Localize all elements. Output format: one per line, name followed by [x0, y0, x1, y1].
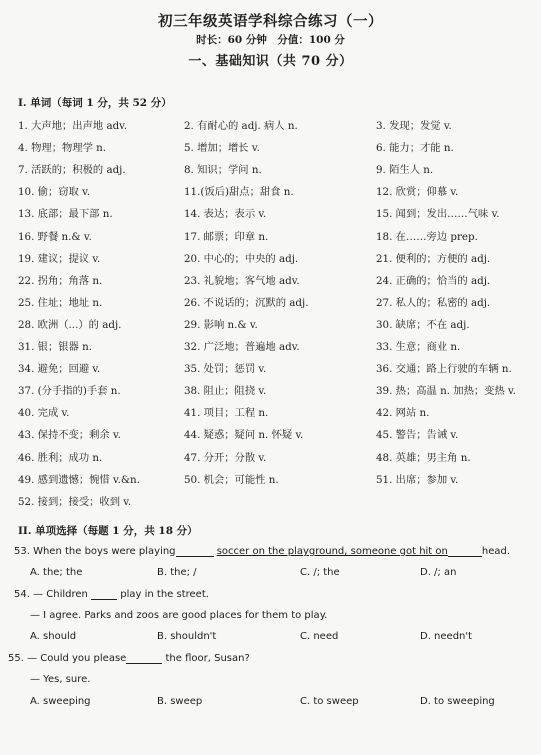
q53-blank-2	[448, 556, 482, 557]
q55-option-a: A. sweeping	[30, 696, 91, 707]
q53-text-a: 53. When the boys were playing	[14, 546, 176, 557]
vocab-item: 27. 私人的；私密的 adj.	[376, 296, 491, 309]
q54-option-a: A. should	[30, 631, 77, 642]
vocab-item: 37. (分手指的)手套 n.	[18, 385, 121, 398]
vocab-item: 11.(饭后)甜点；甜食 n.	[184, 186, 294, 199]
vocab-item: 43. 保持不变；剩余 v.	[18, 429, 121, 442]
vocab-item: 36. 交通；路上行驶的车辆 n.	[376, 363, 512, 376]
q53-option-b: B. the; /	[157, 567, 197, 578]
q54-text-a: 54. — Children	[14, 589, 88, 600]
vocab-item: 6. 能力；才能 n.	[376, 142, 454, 155]
vocab-item: 16. 野餐 n.& v.	[18, 230, 92, 243]
q55-reply: — Yes, sure.	[30, 674, 91, 685]
q54-reply: — I agree. Parks and zoos are good places for them to play.	[30, 610, 328, 621]
vocab-item: 48. 英雄；男主角 n.	[376, 451, 471, 464]
vocab-item: 22. 拐角；角落 n.	[18, 274, 103, 287]
vocab-item: 5. 增加；增长 v.	[184, 142, 260, 155]
vocab-item: 32. 广泛地；普遍地 adv.	[184, 341, 300, 353]
vocab-item: 44. 疑惑；疑问 n. 怀疑 v.	[184, 429, 304, 442]
vocab-item: 19. 建议；提议 v.	[18, 252, 101, 265]
vocab-item: 52. 接到；接受；收到 v.	[18, 495, 132, 508]
q54-option-d: D. needn't	[420, 631, 473, 642]
q55-text-a: 55. — Could you please	[8, 653, 127, 664]
vocab-item: 1. 大声地；出声地 adv.	[18, 120, 128, 132]
q55-option-c: C. to sweep	[300, 696, 359, 707]
q54-option-c: C. need	[300, 631, 339, 642]
vocab-item: 31. 银；银器 n.	[18, 341, 93, 353]
vocab-item: 39. 热；高温 n. 加热；变热 v.	[376, 385, 516, 398]
q55-option-b: B. sweep	[157, 696, 203, 707]
question-53	[14, 546, 510, 557]
q55-text-b: the floor, Susan?	[165, 653, 250, 664]
vocab-item: 23. 礼貌地；客气地 adv.	[184, 274, 300, 287]
q53-text-b: soccer on the playground, someone got hit on	[216, 546, 448, 557]
vocab-item: 46. 胜利；成功 n.	[18, 451, 103, 464]
vocab-item: 35. 处罚；惩罚 v.	[184, 363, 267, 376]
q53-option-a: A. the; the	[30, 567, 83, 578]
vocab-item: 42. 网站 n.	[376, 407, 430, 420]
vocab-item: 7. 活跃的；积极的 adj.	[18, 164, 126, 177]
q53-option-d: D. /; an	[420, 567, 457, 578]
vocab-item: 25. 住址；地址 n.	[18, 296, 103, 309]
section-heading: 一、基础知识（共 70 分）	[188, 54, 353, 69]
vocab-item: 34. 避免；回避 v.	[18, 363, 101, 376]
vocab-item: 20. 中心的；中央的 adj.	[184, 252, 299, 265]
vocab-item: 47. 分开；分散 v.	[184, 451, 267, 464]
vocab-item: 24. 正确的；恰当的 adj.	[376, 274, 491, 287]
q55-blank	[126, 663, 162, 664]
vocab-item: 26. 不说话的；沉默的 adj.	[184, 296, 309, 309]
vocab-item: 51. 出席；参加 v.	[376, 473, 459, 486]
vocab-item: 33. 生意；商业 n.	[376, 341, 461, 353]
vocab-item: 17. 邮票；印章 n.	[184, 230, 269, 243]
vocab-item: 10. 偷；窃取 v.	[18, 186, 90, 199]
vocab-item: 13. 底部；最下部 n.	[18, 208, 113, 221]
vocab-item: 18. 在……旁边 prep.	[376, 230, 478, 243]
q54-option-b: B. shouldn't	[157, 631, 217, 642]
vocab-item: 30. 缺席；不在 adj.	[376, 318, 470, 331]
vocab-item: 14. 表达；表示 v.	[184, 208, 267, 221]
vocab-item: 4. 物理；物理学 n.	[18, 142, 107, 155]
vocab-item: 15. 闻到；发出……气味 v.	[376, 208, 500, 221]
vocab-item: 49. 感到遗憾；惋惜 v.&n.	[18, 473, 140, 486]
vocab-item: 12. 欣赏；仰慕 v.	[376, 186, 459, 199]
vocab-item: 45. 警告；告诫 v.	[376, 429, 459, 442]
vocab-item: 3. 发现；发觉 v.	[376, 120, 452, 132]
page-subtitle: 时长：60 分钟 分值：100 分	[196, 34, 345, 46]
vocab-item: 9. 陌生人 n.	[376, 164, 434, 177]
vocab-item: 29. 影响 n.& v.	[184, 318, 258, 331]
page-title: 初三年级英语学科综合练习（一）	[158, 13, 383, 30]
vocab-item: 8. 知识；学问 n.	[184, 164, 262, 177]
question-55	[8, 653, 250, 664]
part2-heading: II. 单项选择（每题 1 分，共 18 分）	[18, 525, 198, 537]
vocab-item: 28. 欧洲（...）的 adj.	[18, 318, 122, 331]
vocab-item: 50. 机会；可能性 n.	[184, 473, 279, 486]
part1-heading: I. 单词（每词 1 分，共 52 分）	[18, 97, 172, 109]
vocab-item: 38. 阻止；阻挠 v.	[184, 385, 267, 398]
vocab-item: 2. 有耐心的 adj. 病人 n.	[184, 120, 298, 132]
q55-option-d: D. to sweeping	[420, 696, 495, 707]
vocab-item: 40. 完成 v.	[18, 407, 70, 420]
q54-text-b: play in the street.	[120, 589, 209, 600]
vocab-item: 41. 项目；工程 n.	[184, 407, 269, 420]
q53-option-c: C. /; the	[300, 567, 340, 578]
q54-blank	[91, 599, 117, 600]
q53-blank-1	[176, 556, 214, 557]
q53-text-c: head.	[481, 546, 511, 557]
question-54	[14, 589, 209, 600]
vocab-item: 21. 便利的；方便的 adj.	[376, 252, 491, 265]
